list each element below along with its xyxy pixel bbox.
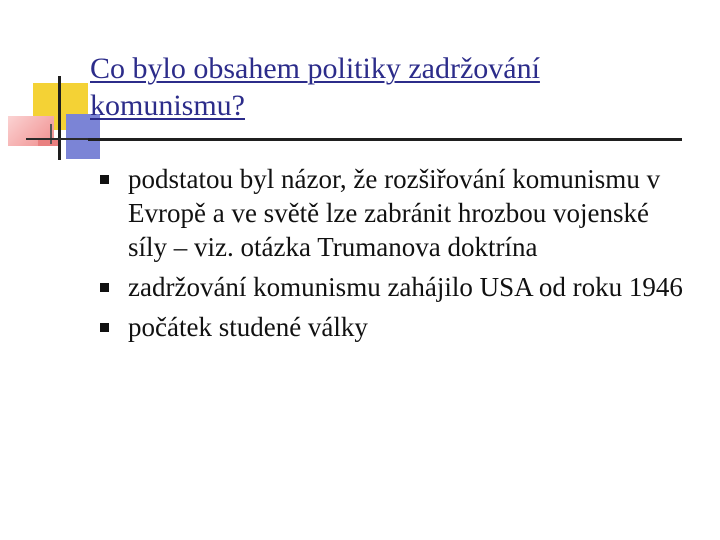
logo-vertical-line-small — [50, 124, 52, 144]
slide-title: Co bylo obsahem politiky zadržování komunismu? — [90, 52, 540, 122]
logo-vertical-line — [58, 76, 61, 160]
title-divider — [88, 138, 682, 141]
bullet-list — [100, 162, 690, 350]
bullet-text: počátek studené války — [128, 312, 368, 342]
bullet-text: podstatou byl názor, že rozšiřování komunismu v Evropě a ve světě lze zabránit hrozbou vojenské síly – viz. otázka Trumanova doktrína — [128, 164, 661, 262]
square-bullet-icon — [100, 283, 109, 292]
bullet-item — [100, 270, 690, 304]
square-bullet-icon — [100, 323, 109, 332]
bullet-item — [100, 162, 690, 264]
bullet-item — [100, 310, 690, 344]
square-bullet-icon — [100, 175, 109, 184]
logo-pink-strip — [38, 140, 60, 146]
bullet-text: zadržování komunismu zahájilo USA od roku 1946 — [128, 272, 683, 302]
logo-horizontal-line — [26, 138, 96, 140]
